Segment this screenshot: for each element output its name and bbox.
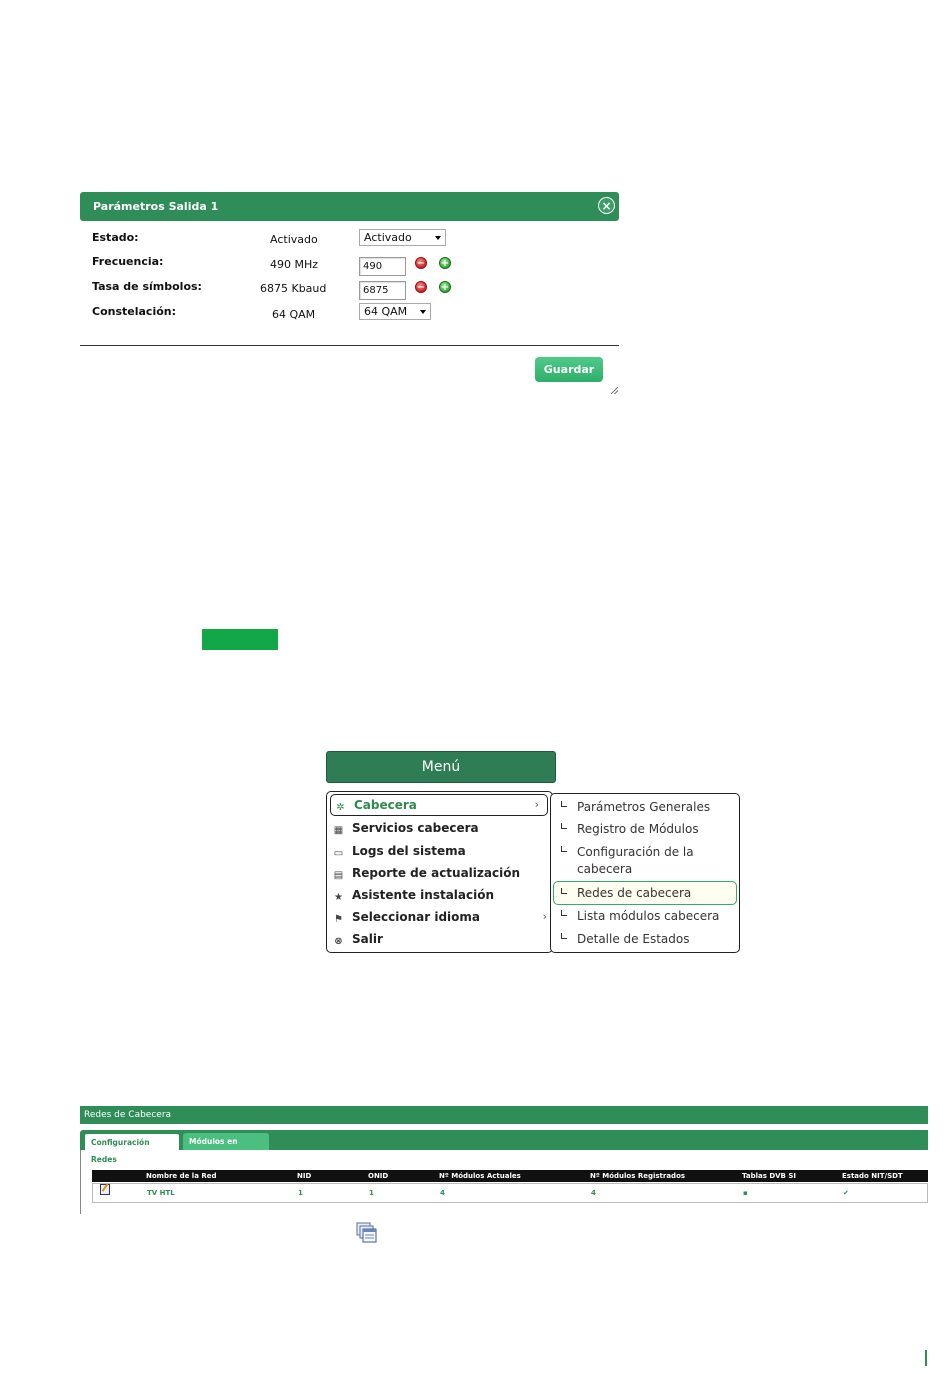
divider <box>80 345 619 346</box>
bullet-icon <box>561 910 567 916</box>
estado-select[interactable] <box>359 229 446 246</box>
menu-item-reporte-actualizacion[interactable] <box>333 863 520 883</box>
menu-item-label: Cabecera <box>354 798 417 812</box>
menu-item-seleccionar-idioma[interactable] <box>333 907 547 927</box>
edit-icon[interactable] <box>100 1184 110 1195</box>
submenu-item-registro-modulos[interactable]: Registro de Módulos <box>577 822 699 836</box>
column-header: NID <box>297 1172 312 1180</box>
tasa-simbolos-input[interactable]: 6875 <box>359 281 406 300</box>
menu-item-label: Seleccionar idioma <box>352 910 481 924</box>
menu-item-logs-sistema[interactable] <box>333 841 466 861</box>
table-header <box>92 1170 928 1182</box>
document-icon: ▤ <box>333 870 344 881</box>
frecuencia-increase-icon[interactable]: + <box>440 258 450 269</box>
menu-item-label: Salir <box>352 932 383 946</box>
panel-border <box>80 1150 81 1214</box>
edge-marker <box>925 1350 927 1366</box>
column-header: Nombre de la Red <box>146 1172 217 1180</box>
flag-icon: ⚑ <box>334 914 343 925</box>
submenu-item-configuracion-cabecera[interactable]: Configuración de la cabecera <box>577 845 694 876</box>
bullet-icon <box>561 823 567 829</box>
gear-icon: ✲ <box>336 802 345 813</box>
chat-icon: ▭ <box>333 848 344 859</box>
column-header: Tablas DVB SI <box>742 1172 796 1180</box>
output-parameters-dialog <box>80 192 619 396</box>
cell-onid: 1 <box>369 1189 374 1197</box>
green-bar <box>202 629 278 650</box>
estado-label: Estado: <box>92 231 139 244</box>
menu-item-servicios-cabecera[interactable] <box>333 818 479 838</box>
bullet-icon <box>561 888 567 894</box>
tasa-simbolos-increase-icon[interactable]: + <box>440 282 450 293</box>
tab-configuracion-redes[interactable]: Configuración Redes <box>84 1133 180 1150</box>
submenu-item-lista-modulos[interactable]: Lista módulos cabecera <box>577 909 720 923</box>
dropdown-arrow-icon <box>435 236 441 240</box>
panel-title: Redes de Cabecera <box>80 1106 928 1124</box>
constelacion-select-value: 64 QAM <box>364 305 408 318</box>
bullet-icon <box>561 846 567 852</box>
submenu-item-parametros-generales[interactable]: Parámetros Generales <box>577 800 711 814</box>
bullet-icon <box>561 933 567 939</box>
frecuencia-input[interactable]: 490 <box>359 257 406 276</box>
tasa-simbolos-label: Tasa de símbolos: <box>92 280 202 293</box>
constelacion-select[interactable] <box>359 303 431 320</box>
column-header: Nº Módulos Registrados <box>590 1172 686 1180</box>
cell-registered-modules: 4 <box>591 1189 596 1197</box>
tab-modulos-en-redes[interactable]: Módulos en Redes <box>183 1133 269 1150</box>
menu-item-label: Reporte de actualización <box>352 866 520 880</box>
menu-item-asistente-instalacion[interactable] <box>333 885 494 905</box>
table-row[interactable] <box>92 1183 928 1203</box>
submenu-item-detalle-estados[interactable]: Detalle de Estados <box>577 932 690 946</box>
redes-cabecera-panel <box>80 1106 928 1214</box>
frecuencia-label: Frecuencia: <box>92 255 164 268</box>
save-table-icon[interactable]: ▪ <box>743 1189 748 1197</box>
menu-header[interactable]: Menú <box>326 751 556 783</box>
cell-network-name: TV HTL <box>147 1189 175 1197</box>
menu-item-cabecera[interactable] <box>330 794 548 816</box>
bullet-icon <box>561 801 567 807</box>
exit-icon: ⊗ <box>334 936 343 947</box>
menu-item-salir[interactable] <box>333 929 383 949</box>
tasa-simbolos-decrease-icon[interactable]: − <box>416 282 426 293</box>
dropdown-arrow-icon <box>420 310 426 314</box>
grid-icon: ▦ <box>333 825 344 836</box>
frecuencia-decrease-icon[interactable]: − <box>416 258 426 269</box>
column-header: ONID <box>368 1172 389 1180</box>
constelacion-value: 64 QAM <box>272 308 316 321</box>
chevron-right-icon: › <box>534 798 539 811</box>
close-icon[interactable]: × <box>598 197 615 214</box>
resize-grip-icon[interactable] <box>611 387 618 394</box>
menu-item-label: Logs del sistema <box>352 844 466 858</box>
cell-nid: 1 <box>298 1189 303 1197</box>
save-button[interactable]: Guardar <box>535 357 603 382</box>
chevron-right-icon: › <box>542 910 547 923</box>
dialog-header <box>80 192 619 221</box>
tab-bar <box>80 1130 928 1164</box>
column-header: Estado NIT/SDT <box>842 1172 903 1180</box>
menu-item-label: Servicios cabecera <box>352 821 479 835</box>
cell-current-modules: 4 <box>440 1189 445 1197</box>
estado-select-value: Activado <box>364 231 412 244</box>
menu-item-label: Asistente instalación <box>352 888 495 902</box>
check-icon: ✔ <box>843 1189 849 1197</box>
frecuencia-value: 490 MHz <box>270 258 319 271</box>
dialog-title: Parámetros Salida 1 <box>93 200 219 213</box>
submenu-cabecera <box>550 793 740 953</box>
submenu-item-redes-cabecera[interactable]: Redes de cabecera <box>577 886 692 900</box>
star-icon: ★ <box>334 892 343 903</box>
column-header: Nº Módulos Actuales <box>439 1172 521 1180</box>
tasa-simbolos-value: 6875 Kbaud <box>260 282 327 295</box>
constelacion-label: Constelación: <box>92 305 176 318</box>
estado-value: Activado <box>270 233 318 246</box>
stacked-windows-icon <box>356 1222 378 1244</box>
main-menu <box>326 791 553 953</box>
